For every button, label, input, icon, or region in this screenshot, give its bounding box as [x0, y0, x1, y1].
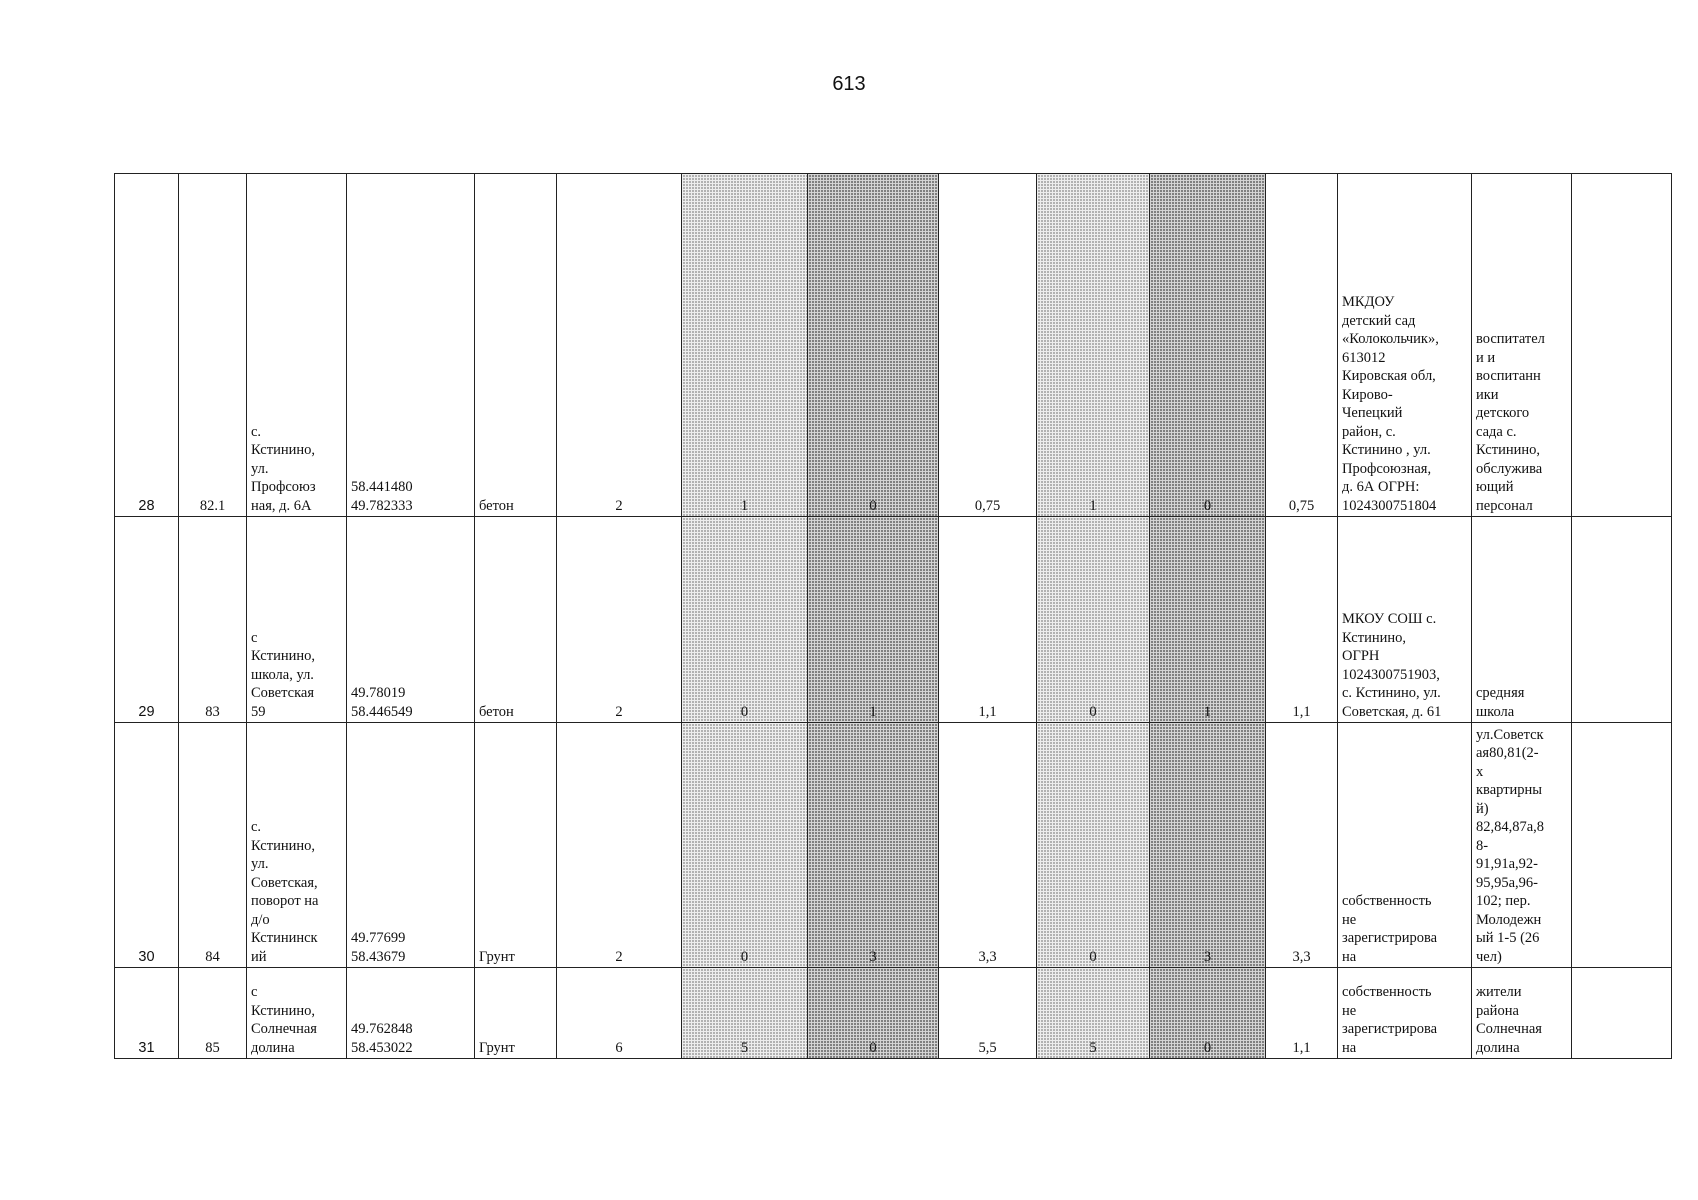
volume-cell: 0,75: [1266, 174, 1338, 517]
shaded-value-cell: 0: [808, 968, 939, 1059]
shaded-value-cell: 3: [808, 723, 939, 968]
table-row: [115, 723, 1672, 968]
surface-cell: бетон: [475, 174, 557, 517]
row-number: 28: [115, 174, 179, 517]
shaded-value-cell: 0: [1037, 723, 1150, 968]
owner-cell: собственность не зарегистрирова на: [1338, 723, 1472, 968]
shaded-value-cell: 5: [1037, 968, 1150, 1059]
object-code: 83: [179, 517, 247, 723]
volume-cell: 1,1: [1266, 968, 1338, 1059]
users-cell: средняя школа: [1472, 517, 1572, 723]
surface-cell: Грунт: [475, 968, 557, 1059]
surface-cell: Грунт: [475, 723, 557, 968]
users-cell: ул.Советск ая80,81(2- х квартирны й) 82,84,87а,8 8- 91,91а,92- 95,95а,96- 102; пер. Молодежн ый 1-5 (26 чел): [1472, 723, 1572, 968]
row-number: 29: [115, 517, 179, 723]
note-cell: [1572, 517, 1672, 723]
shaded-value-cell: 1: [1150, 517, 1266, 723]
note-cell: [1572, 968, 1672, 1059]
shaded-value-cell: 1: [808, 517, 939, 723]
surface-cell: бетон: [475, 517, 557, 723]
page-number: 613: [832, 73, 866, 95]
area-cell: 2: [557, 517, 682, 723]
coordinates-cell: 49.762848 58.453022: [347, 968, 475, 1059]
shaded-value-cell: 5: [682, 968, 808, 1059]
users-cell: воспитател и и воспитанн ики детского сада с. Кстинино, обслужива ющий персонал: [1472, 174, 1572, 517]
volume-cell: 0,75: [939, 174, 1037, 517]
volume-cell: 1,1: [1266, 517, 1338, 723]
shaded-value-cell: 1: [1037, 174, 1150, 517]
shaded-value-cell: 0: [1150, 968, 1266, 1059]
owner-cell: собственность не зарегистрирова на: [1338, 968, 1472, 1059]
address-cell: с. Кстинино, ул. Профсоюз ная, д. 6А: [247, 174, 347, 517]
area-cell: 2: [557, 174, 682, 517]
row-number: 30: [115, 723, 179, 968]
volume-cell: 5,5: [939, 968, 1037, 1059]
shaded-value-cell: 0: [808, 174, 939, 517]
shaded-value-cell: 3: [1150, 723, 1266, 968]
volume-cell: 3,3: [1266, 723, 1338, 968]
note-cell: [1572, 174, 1672, 517]
owner-cell: МКОУ СОШ с. Кстинино, ОГРН 1024300751903, с. Кстинино, ул. Советская, д. 61: [1338, 517, 1472, 723]
address-cell: с Кстинино, Солнечная долина: [247, 968, 347, 1059]
shaded-value-cell: 0: [682, 723, 808, 968]
note-cell: [1572, 723, 1672, 968]
coordinates-cell: 49.78019 58.446549: [347, 517, 475, 723]
row-number: 31: [115, 968, 179, 1059]
table-row: [115, 174, 1672, 517]
object-code: 82.1: [179, 174, 247, 517]
address-cell: с Кстинино, школа, ул. Советская 59: [247, 517, 347, 723]
shaded-value-cell: 0: [1150, 174, 1266, 517]
object-code: 84: [179, 723, 247, 968]
volume-cell: 3,3: [939, 723, 1037, 968]
area-cell: 6: [557, 968, 682, 1059]
register-table: [114, 173, 1672, 1059]
coordinates-cell: 58.441480 49.782333: [347, 174, 475, 517]
owner-cell: МКДОУ детский сад «Колокольчик», 613012 Кировская обл, Кирово- Чепецкий район, с. Кстинино , ул. Профсоюзная, д. 6А ОГРН: 1024300751804: [1338, 174, 1472, 517]
shaded-value-cell: 0: [682, 517, 808, 723]
address-cell: с. Кстинино, ул. Советская, поворот на д/о Кстининск ий: [247, 723, 347, 968]
volume-cell: 1,1: [939, 517, 1037, 723]
area-cell: 2: [557, 723, 682, 968]
shaded-value-cell: 1: [682, 174, 808, 517]
table-row: [115, 968, 1672, 1059]
users-cell: жители района Солнечная долина: [1472, 968, 1572, 1059]
table-row: [115, 517, 1672, 723]
object-code: 85: [179, 968, 247, 1059]
coordinates-cell: 49.77699 58.43679: [347, 723, 475, 968]
shaded-value-cell: 0: [1037, 517, 1150, 723]
